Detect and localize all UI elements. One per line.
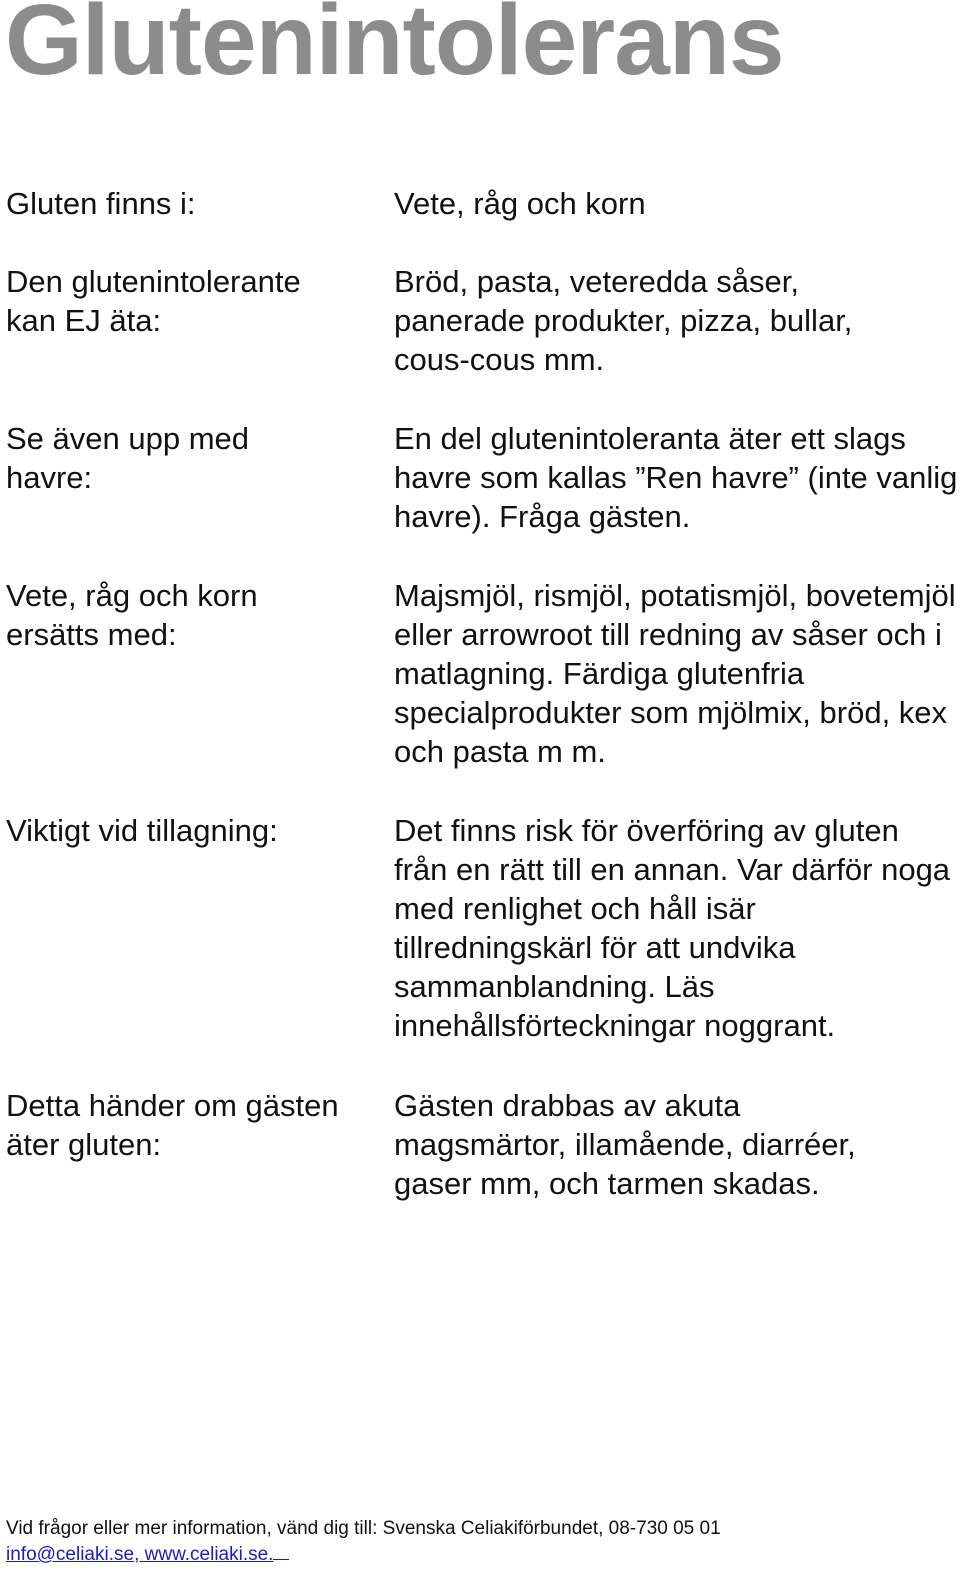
row-value: Bröd, pasta, veteredda såser, panerade produkter, pizza, bullar, cous-cous mm. [394, 264, 853, 377]
footer [6, 1517, 956, 1567]
row-label: Gluten finns i: [6, 186, 196, 221]
row-label: Den glutenintolerante kan EJ äta: [6, 264, 301, 338]
link-separator: , [134, 1544, 145, 1565]
footer-links [6, 1541, 956, 1567]
row-label: Se även upp med havre: [6, 421, 250, 495]
row-label: Vete, råg och korn ersätts med: [6, 578, 258, 652]
link-underline-trail [273, 1541, 289, 1560]
row-value: Gästen drabbas av akuta magsmärtor, illamående, diarréer, gaser mm, och tarmen skadas. [394, 1088, 856, 1201]
row-value: En del glutenintoleranta äter ett slags havre som kallas ”Ren havre” (inte vanlig havre). Fråga gästen. [394, 421, 958, 534]
row-value: Majsmjöl, rismjöl, potatismjöl, bovetemjöl eller arrowroot till redning av såser och i matlagning. Färdiga glutenfria specialprodukter som mjölmix, bröd, kex och pasta m m. [394, 578, 956, 769]
website-link[interactable]: www.celiaki.se. [144, 1544, 274, 1565]
row-label: Detta händer om gästen äter gluten: [6, 1088, 339, 1162]
page-title: Glutenintolerans [5, 0, 784, 96]
row-value: Vete, råg och korn [394, 186, 646, 221]
row-value: Det finns risk för överföring av gluten från en rätt till en annan. Var därför noga med renlighet och håll isär tillredningskärl för att undvika sammanblandning. Läs innehållsförteckningar noggrant. [394, 813, 951, 1043]
row-label: Viktigt vid tillagning: [6, 813, 278, 848]
footer-contact-text: Vid frågor eller mer information, vänd dig till: Svenska Celiakiförbundet, 08-730 05 01 [6, 1518, 721, 1539]
email-link[interactable]: info@celiaki.se [6, 1544, 135, 1565]
